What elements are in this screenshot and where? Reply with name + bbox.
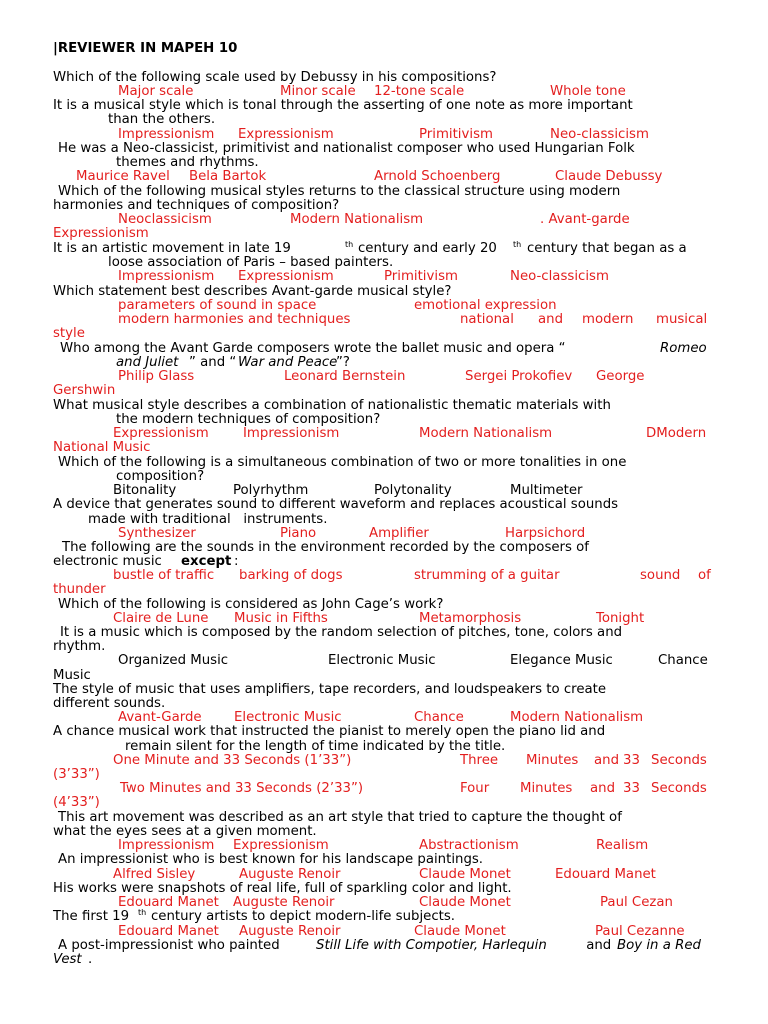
answer-option: Impressionism [243, 426, 340, 441]
answer-option: Major scale [118, 84, 194, 99]
answer-option: Minutes [520, 781, 573, 796]
answer-option: Neo-classicism [510, 269, 609, 284]
question-text: The style of music that uses amplifiers, tape recorders, and loudspeakers to create [53, 682, 607, 697]
question-text: Bitonality [113, 483, 177, 498]
answer-option: Expressionism [238, 127, 334, 142]
question-text: and Juliet [116, 355, 179, 370]
answer-option: 33 [623, 753, 640, 768]
answer-option: Tonight [596, 611, 645, 626]
answer-option: Expressionism [113, 426, 209, 441]
answer-option: Four [460, 781, 490, 796]
question-text: It is a musical style which is tonal through the asserting of one note as more important [53, 98, 633, 113]
answer-option: Minutes [526, 753, 579, 768]
question-text: The following are the sounds in the environment recorded by the composers of [62, 540, 589, 555]
answer-option: modern [582, 312, 634, 327]
question-text: loose association of Paris – based painters. [108, 255, 394, 270]
answer-option: Philip Glass [118, 369, 195, 384]
answer-option: Expressionism [238, 269, 334, 284]
question-text: Electronic Music [328, 653, 436, 668]
question-text: th [138, 908, 147, 917]
question-text: different sounds. [53, 696, 166, 711]
question-text: except [181, 554, 232, 569]
answer-option: Claude Monet [419, 867, 511, 882]
answer-option: Primitivism [419, 127, 493, 142]
answer-option: Sergei Prokofiev [465, 369, 573, 384]
answer-option: Gershwin [53, 383, 116, 398]
answer-option: Claude Debussy [555, 169, 663, 184]
answer-option: Paul Cezanne [595, 924, 685, 939]
answer-option: Primitivism [384, 269, 458, 284]
question-text: than the others. [108, 112, 216, 127]
answer-option: Seconds [651, 753, 707, 768]
answer-option: thunder [53, 582, 106, 597]
question-text: remain silent for the length of time indicated by the title. [125, 739, 506, 754]
answer-option: parameters of sound in space [118, 298, 317, 313]
question-text: century and early 20 [358, 241, 497, 256]
answer-option: Seconds [651, 781, 707, 796]
answer-option: modern harmonies and techniques [118, 312, 351, 327]
answer-option: bustle of traffic [113, 568, 215, 583]
answer-option: Amplifier [369, 526, 429, 541]
question-text: th [513, 240, 522, 249]
answer-option: Edouard Manet [555, 867, 656, 882]
answer-option: Impressionism [118, 838, 215, 853]
question-text: Polyrhythm [233, 483, 309, 498]
answer-option: sound [640, 568, 681, 583]
answer-option: Abstractionism [419, 838, 519, 853]
question-text: th [345, 240, 354, 249]
answer-option: Minor scale [280, 84, 356, 99]
answer-option: One Minute and 33 Seconds (1’33”) [113, 753, 352, 768]
question-text: Elegance Music [510, 653, 613, 668]
answer-option: and [590, 781, 616, 796]
question-text: the modern techniques of composition? [116, 412, 381, 427]
question-text: War and Peace [238, 355, 338, 370]
answer-option: and [538, 312, 564, 327]
answer-option: strumming of a guitar [414, 568, 560, 583]
answer-option: Metamorphosis [419, 611, 522, 626]
answer-option: Maurice Ravel [76, 169, 170, 184]
question-text: century artists to depict modern-life subjects. [151, 909, 456, 924]
question-text: It is an artistic movement in late 19 [53, 241, 291, 256]
answer-option: and [594, 753, 620, 768]
answer-option: (3’33”) [53, 767, 100, 782]
answer-option: Impressionism [118, 269, 215, 284]
answer-option: (4’33”) [53, 795, 100, 810]
question-text: ” and “ [189, 355, 237, 370]
answer-option: Synthesizer [118, 526, 196, 541]
answer-option: Whole tone [550, 84, 626, 99]
answer-option: Harpsichord [505, 526, 586, 541]
question-text: century that began as a [527, 241, 687, 256]
question-text: and [582, 938, 616, 953]
answer-option: style [53, 326, 85, 341]
question-text: made with traditional instruments. [88, 512, 328, 527]
answer-option: Modern Nationalism [290, 212, 424, 227]
answer-option: Piano [280, 526, 317, 541]
answer-option: George [596, 369, 645, 384]
question-text: Romeo [660, 341, 707, 356]
answer-option: Chance [414, 710, 464, 725]
answer-option: Leonard Bernstein [284, 369, 406, 384]
question-text: . [88, 952, 93, 967]
answer-option: Avant-Garde [118, 710, 202, 725]
answer-option: Modern Nationalism [419, 426, 553, 441]
question-text: The first 19 [53, 909, 130, 924]
question-text: harmonies and techniques of composition? [53, 198, 340, 213]
answer-option: Electronic Music [234, 710, 342, 725]
question-text: A device that generates sound to different waveform and replaces acoustical sounds [53, 497, 619, 512]
answer-option: emotional expression [414, 298, 557, 313]
question-text: Which statement best describes Avant-garde musical style? [53, 284, 452, 299]
question-text: Who among the Avant Garde composers wrote the ballet music and opera “ [60, 341, 566, 356]
question-text: electronic music [53, 554, 167, 569]
question-text: themes and rhythms. [116, 155, 259, 170]
question-text: rhythm. [53, 639, 106, 654]
answer-option: musical [656, 312, 708, 327]
question-text: Boy in a Red [617, 938, 701, 953]
answer-option: Claude Monet [414, 924, 506, 939]
answer-option: of [698, 568, 711, 583]
answer-option: 12-tone scale [374, 84, 465, 99]
question-text: Which of the following scale used by Debussy in his compositions? [53, 70, 497, 85]
answer-option: Paul Cezan [600, 895, 673, 910]
answer-option: Claude Monet [419, 895, 511, 910]
answer-option: Auguste Renoir [239, 867, 341, 882]
answer-option: Alfred Sisley [113, 867, 196, 882]
answer-option: Modern Nationalism [510, 710, 644, 725]
answer-option: DModern [646, 426, 707, 441]
question-text: Which of the following is a simultaneous combination of two or more tonalities in one [58, 455, 627, 470]
answer-option: Edouard Manet [118, 895, 219, 910]
answer-option: Expressionism [53, 226, 149, 241]
answer-option: Auguste Renoir [239, 924, 341, 939]
question-text: This art movement was described as an art style that tried to capture the thought of [58, 810, 622, 825]
question-text: He was a Neo-classicist, primitivist and nationalist composer who used Hungarian Folk [58, 141, 635, 156]
question-text: composition? [116, 469, 205, 484]
answer-option: Neoclassicism [118, 212, 212, 227]
answer-option: Two Minutes and 33 Seconds (2’33”) [120, 781, 364, 796]
page-title: |REVIEWER IN MAPEH 10 [53, 41, 238, 56]
answer-option: Edouard Manet [118, 924, 219, 939]
answer-option: barking of dogs [239, 568, 343, 583]
question-text: Polytonality [374, 483, 452, 498]
question-text: ”? [336, 355, 350, 370]
answer-option: Expressionism [233, 838, 329, 853]
answer-option: Auguste Renoir [233, 895, 335, 910]
question-text: Music [53, 668, 91, 683]
answer-option: Arnold Schoenberg [374, 169, 501, 184]
answer-option: Bela Bartok [189, 169, 267, 184]
answer-option: . Avant-garde [540, 212, 630, 227]
question-text: A chance musical work that instructed the pianist to merely open the piano lid and [53, 724, 606, 739]
question-text: Multimeter [510, 483, 583, 498]
answer-option: 33 [623, 781, 640, 796]
answer-option: Neo-classicism [550, 127, 649, 142]
question-text: Which of the following musical styles returns to the classical structure using modern [58, 184, 621, 199]
question-text: what the eyes sees at a given moment. [53, 824, 317, 839]
answer-option: Three [460, 753, 499, 768]
question-text: An impressionist who is best known for his landscape paintings. [58, 852, 484, 867]
question-text: : [234, 554, 239, 569]
question-text: What musical style describes a combination of nationalistic thematic materials with [53, 398, 611, 413]
question-text: Organized Music [118, 653, 229, 668]
question-text: It is a music which is composed by the random selection of pitches, tone, colors and [60, 625, 623, 640]
answer-option: Impressionism [118, 127, 215, 142]
question-text: His works were snapshots of real life, full of sparkling color and light. [53, 881, 512, 896]
answer-option: national [460, 312, 514, 327]
answer-option: Realism [596, 838, 649, 853]
question-text: Which of the following is considered as John Cage’s work? [58, 597, 444, 612]
answer-option: National Music [53, 440, 151, 455]
question-text: Still Life with Compotier, Harlequin [316, 938, 547, 953]
answer-option: Music in Fifths [234, 611, 328, 626]
question-text: Vest [53, 952, 82, 967]
answer-option: Claire de Lune [113, 611, 209, 626]
question-text: Chance [658, 653, 708, 668]
question-text: A post-impressionist who painted [58, 938, 284, 953]
